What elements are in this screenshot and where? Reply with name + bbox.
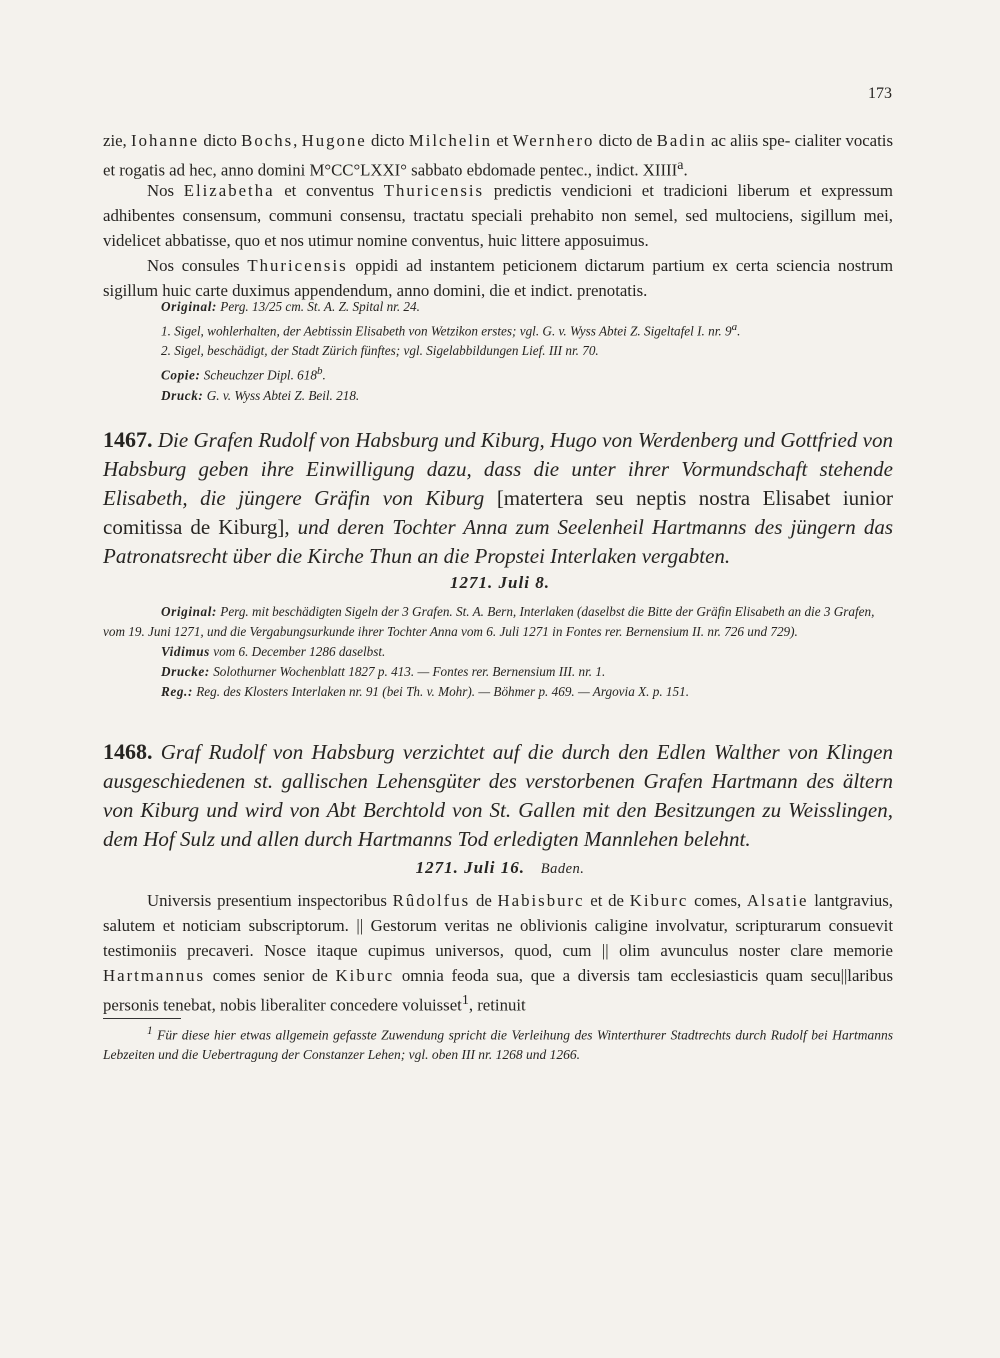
footnote-divider <box>103 1018 181 1019</box>
page-number: 173 <box>868 85 892 102</box>
sigel-note-1: 1. Sigel, wohlerhalten, der Aebtissin Elisabeth von Wetzikon erstes; vgl. G. v. Wyss Abtei Z. Sigeltafel I. nr. 9$^a$. <box>161 321 741 339</box>
footnote-marker: 1 <box>147 1025 153 1037</box>
original-note: Original: Perg. 13/25 cm. St. A. Z. Spital nr. 24. <box>161 299 420 314</box>
document-number-1467: 1467. <box>103 427 153 452</box>
notes-1467 <box>103 602 893 702</box>
vidimus-note: Vidimus vom 6. December 1286 daselbst. <box>161 644 386 659</box>
notes-1466 <box>103 297 893 406</box>
reg-note: Reg.: Reg. des Klosters Interlaken nr. 91 (bei Th. v. Mohr). — Böhmer p. 469. — Argovia X. p. 151. <box>161 684 690 699</box>
place-1468: Baden. <box>540 861 585 877</box>
document-number-1468: 1468. <box>103 739 153 764</box>
consuls-paragraph: Nos consules Thuricensis oppidi ad instantem peticionem dictarum partium ex certa sciencia nostrum sigillum huic carte duximus appendendum, anno domini, die et indict. prenotatis. <box>103 256 893 300</box>
drucke-note: Drucke: Solothurner Wochenblatt 1827 p. 413. — Fontes rer. Bernensium III. nr. 1. <box>161 664 606 679</box>
regest-1467: 1467. Die Grafen Rudolf von Habsburg und Kiburg, Hugo von Werdenberg und Gottfried von Habsburg geben ihre Einwilligung dazu, dass die unter ihrer Vormundschaft stehende Elisabeth, die jüngere Gräfin von Kiburg [matertera seu neptis nostra Elisabet iunior comitissa de Kiburg], und deren Tochter Anna zum Seelenheil Hartmanns des jüngern das Patronatsrecht über die Kirche Thun an die Propstei Interlaken vergabten. <box>103 427 893 568</box>
intro-paragraph: zie, Iohanne dicto Bochs, Hugone dicto Milchelin et Wernhero dicto de Badin ac aliis spe- cialiter vocatis et rogatis ad hec, anno domini M°CC°LXXI° sabbato ebdomade pentec., indict. XIIII$^a$. <box>103 131 893 180</box>
druck-note: Druck: G. v. Wyss Abtei Z. Beil. 218. <box>161 387 360 403</box>
abbess-paragraph: Nos Elizabetha et conventus Thuricensis predictis vendicioni et tradicioni liberum et expressum adhibentes consensum, communi consensu, tractatu speciali prehabito non semel, sed multociens, sigillum mei, videlicet abbatisse, quo et nos utimur nomine conventus, huic littere apposuimus. <box>103 181 893 250</box>
universis-paragraph: Universis presentium inspectoribus Rûdolfus de Habisburc et de Kiburc comes, Alsatie lantgravius, salutem et noticiam subscriptorum. || Gestorum veritas ne oblivionis caligine involvatur, scripturarum consuevit testimoniis precaveri. Nosce itaque cupimus universos, quod, cum || olim avunculus noster clare memorie Hartmannus comes senior de Kiburc omnia feoda sua, que a diversis tam ecclesiasticis quam secu||laribus personis tenebat, nobis liberaliter concedere voluisset$^1$, retinuit <box>103 891 893 1015</box>
footnote-1: $^1$ Für diese hier etwas allgemein gefasste Zuwendung spricht die Verleihung des Winterthurer Stadtrechts durch Rudolf bei Hartmanns Lebzeiten und die Uebertragung der Constanzer Lehen; vgl. oben III nr. 1268 und 1266. <box>103 1025 893 1062</box>
copie-note: Copie: Scheuchzer Dipl. 618$^b$. <box>161 365 326 383</box>
date-1467: 1271. Juli 8. <box>450 573 550 592</box>
sigel-note-2: 2. Sigel, beschädigt, der Stadt Zürich fünftes; vgl. Sigelabbildungen Lief. III nr. 70. <box>161 343 599 359</box>
date-1468: 1271. Juli 16. Baden. <box>415 858 585 877</box>
original-note: Original: Perg. mit beschädigten Sigeln der 3 Grafen. St. A. Bern, Interlaken (daselbst die Bitte der Gräfin Elisabeth an die 3 Grafen, vom 19. Juni 1271, und die Vergabungsurkunde ihrer Tochter Anna vom 6. Juli 1271 in Fontes rer. Bernensium II. nr. 726 und 729). <box>103 604 875 639</box>
regest-1468: 1468. Graf Rudolf von Habsburg verzichtet auf die durch den Edlen Walther von Klingen ausgeschiedenen st. gallischen Lehensgüter des verstorbenen Grafen Hartmann des ältern von Kiburg und wird von Abt Berchtold von St. Gallen mit den Besitzungen zu Weisslingen, dem Hof Sulz und allen durch Hartmanns Tod erledigten Mannlehen belehnt. <box>103 739 893 851</box>
